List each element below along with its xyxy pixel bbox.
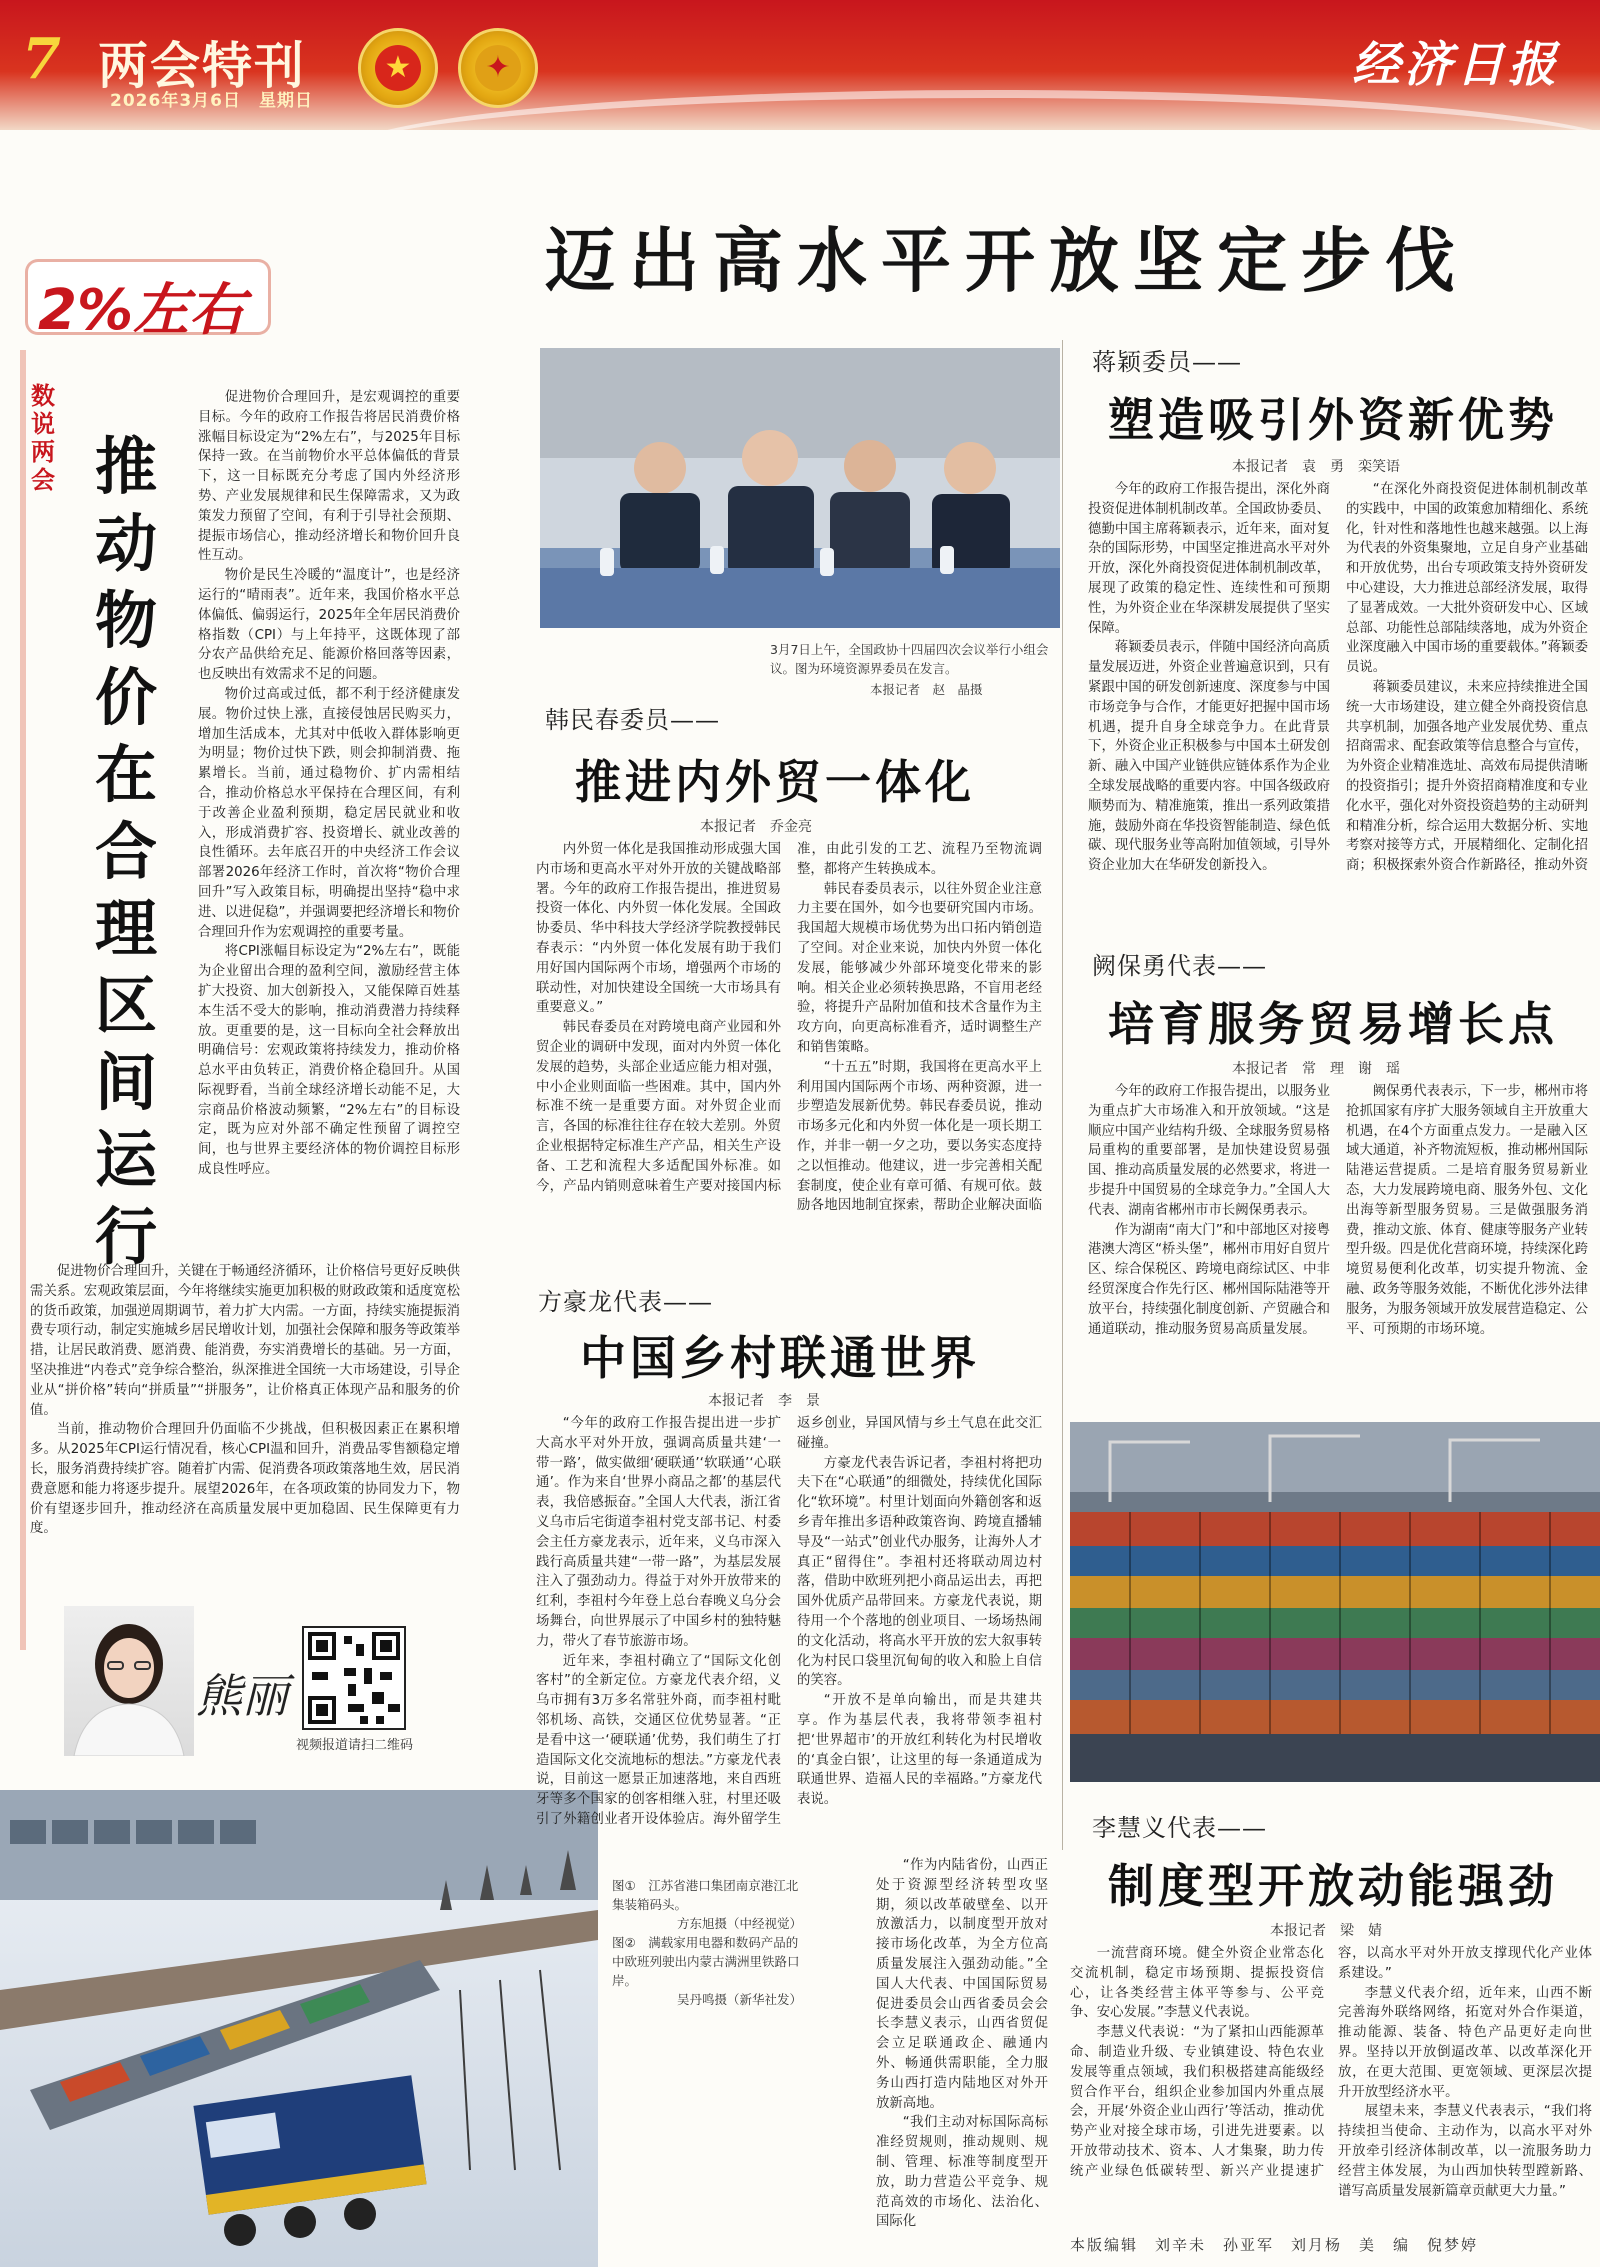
system-title: 制度型开放动能强劲 bbox=[1108, 1859, 1558, 1913]
fig1-credit: 方东旭摄（中经视觉） bbox=[676, 1916, 802, 1931]
village-article-body bbox=[536, 1414, 1042, 1834]
page-footer-editors: 本版编辑 刘辛未 孙亚军 刘月杨 美 编 倪梦婷 bbox=[1070, 2236, 1479, 2254]
qr-code-icon bbox=[304, 1628, 404, 1728]
services-article-body bbox=[1088, 1082, 1588, 1417]
photo-freight-train bbox=[0, 1790, 598, 2267]
system-para-3: 李慧义代表介绍，近年来，山西不断完善海外联络网络，拓宽对外合作渠道，推动能源、装备、特色产品更好走向世界。坚持以开放倒逼改革、以改革深化开放，在更大范围、更宽领域、更深层次提升开放型经济水平。 bbox=[1338, 1985, 1592, 2100]
trade-para-4: “十五五”时期，我国将在更高水平上利用国内国际两个市场、两种资源，进一步塑造发展新优势。韩民春委员说，推动市场多元化和内外贸一体化是一项长期工作，并非一朝一夕之功，要以务实态度持之以恒推动。他建议，进一步完善相关配套制度，使企业有章可循、有规可依。鼓励各地因地制宜探索，帮助企业解决面临 bbox=[797, 1059, 1042, 1214]
main-photo-caption: 3月7日上午，全国政协十四届四次会议举行小组会议。图为环境资源界委员在发言。 bbox=[770, 642, 1049, 676]
services-title: 培育服务贸易增长点 bbox=[1108, 997, 1558, 1051]
village-byline: 本报记者 李 景 bbox=[708, 1393, 820, 1409]
page-main-title: 迈出高水平开放坚定步伐 bbox=[545, 220, 1469, 302]
investment-para-1: 今年的政府工作报告提出，深化外商投资促进体制机制改革。全国政协委员、德勤中国主席蒋颖表示，近年来，面对复杂的国际形势，中国坚定推进高水平对外开放，深化外商投资促进体制机制改革，展现了政策的稳定性、连续性和可预期性，为外资企业在华深耕发展提供了坚实保障。 bbox=[1088, 482, 1330, 636]
trade-para-1: 内外贸一体化是我国推动形成强大国内市场和更高水平对外开放的关键战略部署。今年的政府工作报告提出，推进贸易投资一体化、内外贸一体化发展。全国政协委员、华中科技大学经济学院教授韩民春表示：“内外贸一体化发展有助于我们用好国内国际两个市场，增强两个市场的联动性，对加快建设全国统一大市场具有重要意义。” bbox=[536, 842, 781, 1016]
left-para-3: 物价过高或过低，都不利于经济健康发展。物价过快上涨，直接侵蚀居民购买力，增加生活成本，尤其对中低收入群体影响更为明显；物价过快下跌，则会抑制消费、拖累增长。当前，通过稳物价、扩内需相结合，推动价格总水平保持在合理区间，有利于改善企业盈利预期，稳定居民就业和收入，形成消费扩容、投资增长、就业改善的良性循环。去年底召开的中央经济工作会议部署2026年经济工作时，首次将“物价合理回升”写入政策目标，明确提出坚持“稳中求进、以进促稳”，并强调要把经济增长和物价合理回升作为宏观调控的重要考量。 bbox=[198, 686, 460, 940]
services-para-3: 阙保勇代表表示，下一步，郴州市将抢抓国家有序扩大服务领域自主开放重大机遇，在4个方面重点发力。一是融入区域大通道，补齐物流短板，推动郴州国际陆港运营提质。二是培育服务贸易新业态，大力发展跨境电商、服务外包、文化出海等新型服务贸易。三是做强服务消费，推动文旅、体育、健康等服务产业转型升级。四是优化营商环境，持续深化跨境贸易便利化改革，切实提升物流、金融、政务等服务效能，不断优化涉外法律服务，为服务领域开放发展营造稳定、公平、可预期的市场环境。 bbox=[1346, 1084, 1588, 1337]
fig2-credit: 吴丹鸣摄（新华社发） bbox=[676, 1992, 802, 2007]
column-name: 两会特刊 bbox=[98, 37, 306, 95]
cppcc-emblem-icon: ✦ bbox=[458, 28, 538, 108]
main-photo-credit: 本报记者 赵 晶摄 bbox=[870, 682, 983, 697]
investment-kicker: 蒋颖委员—— bbox=[1092, 348, 1242, 376]
village-para-4: “开放不是单向输出，而是共建共享。作为基层代表，我将带领李祖村把‘世界超市’的开放红利转化为村民增收的‘真金白银’，让这里的每一条通道成为联通世界、造福人民的幸福路。”方豪龙代表说。 bbox=[797, 1693, 1042, 1808]
system-para-4: 展望未来，李慧义代表表示，“我们将持续担当使命、主动作为，以高水平对外开放牵引经济体制改革，以一流服务助力经营主体发展，为山西加快转型蹚新路、谱写高质量发展新篇章贡献更大力量。” bbox=[1338, 2104, 1592, 2199]
system-byline: 本报记者 梁 婧 bbox=[1270, 1923, 1382, 1939]
qr-code[interactable] bbox=[302, 1626, 406, 1730]
system-cont-para-2: “我们主动对标国际高标准经贸规则，推动规则、规制、管理、标准等制度型开放，助力营造公平竞争、规范高效的市场化、法治化、国际化 bbox=[876, 2115, 1048, 2230]
stat-badge-value: 2%左右 bbox=[38, 278, 246, 343]
village-title: 中国乡村联通世界 bbox=[580, 1331, 980, 1385]
page-number: 7 bbox=[22, 26, 61, 92]
left-para-4: 将CPI涨幅目标设定为“2%左右”，既能为企业留出合理的盈利空间，激励经营主体扩大投资、加大创新投入，又能保障百姓基本生活不受大的影响，推动消费潜力持续释放。更重要的是，这一目标向全社会释放出明确信号：宏观政策将持续发力，推动价格总水平由负转正，消费价格企稳回升。从国际视野看，当前全球经济增长动能不足，大宗商品价格波动频繁，“2%左右”的目标设定，既为应对外部不确定性预留了调控空间，也与世界主要经济体的物价调控目标形成良性呼应。 bbox=[198, 944, 460, 1178]
village-para-2: 近年来，李祖村确立了“国际文化创客村”的全新定位。方豪龙代表介绍，义乌市拥有3万多名常驻外商，而李祖村毗邻机场、高铁，交通区位优势显著。“正是看中这一‘硬联通’优势，我们萌生了打造国际文化交流地标的想法。”方豪龙代表说，目前这一愿景正加速落地，来自西班牙等多个国家的创客相继入驻，村里还吸引了外籍创业者开设体验店。海外留学生返乡创业，异国风情与乡土气息在此交汇碰撞。 bbox=[536, 1416, 1042, 1827]
left-article-body-lower bbox=[30, 1262, 460, 1592]
services-kicker: 阙保勇代表—— bbox=[1092, 952, 1267, 980]
masthead-swoosh-decoration bbox=[340, 90, 1600, 130]
investment-byline: 本报记者 袁 勇 栾笑语 bbox=[1232, 459, 1400, 475]
trade-byline: 本报记者 乔金亮 bbox=[700, 819, 812, 835]
trade-para-2: 韩民春委员在对跨境电商产业园和外贸企业的调研中发现，面对内外贸一体化发展的趋势，头部企业适应能力相对强，中小企业则面临一些困难。其中，国内外标准不统一是重要方面。对外贸企业而言，各国的标准往往存在较大差别。外贸企业根据特定标准生产产品，相关生产设备、工艺和流程大多适配国外标准。如今，产品内销则意味着生产要对接国内标准，由此引发的工艺、流程乃至物流调整，都将产生转换成本。 bbox=[536, 842, 1042, 1194]
trade-article-body bbox=[536, 840, 1042, 1235]
system-article-continuation bbox=[876, 1856, 1048, 2256]
village-para-3: 方豪龙代表告诉记者，李祖村将把功夫下在“心联通”的细微处，持续优化国际化“软环境”。村里计划面向外籍创客和返乡青年推出多语种政策咨询、跨境直播辅导及“一站式”创业代办服务，让海外人才真正“留得住”。李祖村还将联动周边村落，借助中欧班列把小商品运出去，再把国外优质产品带回来。方豪龙代表说，期待用一个个落地的创业项目、一场场热闹的文化活动，将高水平开放的宏大叙事转化为村民口袋里沉甸甸的收入和脸上自信的笑容。 bbox=[797, 1455, 1042, 1689]
trade-para-3: 韩民春委员表示，以往外贸企业注意力主要在国外，如今也要研究国内市场。我国超大规模市场优势为出口拓内销创造了空间。对企业来说，加快内外贸一体化发展，能够减少外部环境变化带来的影响。相关企业必须转换思路，不盲用老经验，将提升产品附加值和技术含量作为主攻方向，向更高标准看齐，适时调整生产和销售策略。 bbox=[797, 881, 1042, 1055]
trade-kicker: 韩民春委员—— bbox=[545, 706, 720, 734]
left-para-2: 物价是民生冷暖的“温度计”，也是经济运行的“晴雨表”。近年来，我国价格水平总体偏低、偏弱运行，2025年全年居民消费价格指数（CPI）与上年持平，这既体现了部分农产品供给充足、能源价格回落等因素，也反映出有效需求不足的问题。 bbox=[198, 568, 460, 683]
left-article-body-upper bbox=[198, 388, 460, 1258]
system-para-1: 一流营商环境。健全外资企业常态化交流机制，稳定市场预期、提振投资信心，让各类经营主体平等参与、公平竞争、安心发展。”李慧义代表说。 bbox=[1070, 1946, 1324, 2021]
fig2-caption-text: 图② 满载家用电器和数码产品的中欧班列驶出内蒙古满洲里铁路口岸。 bbox=[612, 1935, 800, 1988]
issue-date: 2026年3月6日 星期日 bbox=[110, 91, 313, 111]
system-article-body bbox=[1070, 1944, 1592, 2222]
investment-article-body bbox=[1088, 480, 1588, 898]
fig1-caption-text: 图① 江苏省港口集团南京港江北集装箱码头。 bbox=[612, 1878, 799, 1912]
investment-para-2: 蒋颖委员表示，伴随中国经济向高质量发展迈进，外资企业普遍意识到，只有紧跟中国的研发创新速度、深度参与中国市场竞争与合作，才能更好把握中国市场机遇，提升自身全球竞争力。在此背景下，外资企业正积极参与中国本土研发创新、融入中国产业链供应链体系作为企业全球发展战略的重要内容。中国各级政府顺势而为、精准施策，推出一系列政策措施，鼓励外商在华投资智能制造、绿色低碳、现代服务业等高附加值领域，引导外资企业加大在华研发创新投入。 bbox=[1088, 640, 1330, 874]
trade-title: 推进内外贸一体化 bbox=[575, 755, 975, 809]
qr-caption: 视频报道请扫二维码 bbox=[296, 1738, 414, 1753]
services-byline: 本报记者 常 理 谢 瑶 bbox=[1232, 1061, 1400, 1077]
column-label: 数说两会 bbox=[31, 381, 55, 494]
photo-container-port bbox=[1070, 1422, 1600, 1782]
investment-para-4: 蒋颖委员建议，未来应持续推进全国统一大市场建设，建立健全外商投资信息共享机制，加强各地产业发展优势、重点招商需求、配套政策等信息整合与宣传，为外资企业精准选址、高效布局提供清晰的投资指引；提升外资招商精准度和专业化水平，强化对外资投资趋势的主动研判和精准分析，综合运用大数据分析、实地考察对接等方式，开展精细化、定制化招商；积极探索外资合作新路径，推动外资 bbox=[1346, 679, 1588, 874]
left-para-1: 促进物价合理回升，是宏观调控的重要目标。今年的政府工作报告将居民消费价格涨幅目标设定为“2%左右”，与2025年目标保持一致。在当前物价水平总体偏低的背景下，这一目标既充分考虑了国内外经济形势、产业发展规律和民生保障需求，又为政策发力预留了空间，有利于引导社会预期、提振市场信心，推动经济增长和物价回升良性互动。 bbox=[198, 390, 460, 564]
column-divider bbox=[1062, 340, 1063, 1850]
author-portrait bbox=[64, 1606, 194, 1756]
author-signature: 熊丽 bbox=[196, 1669, 288, 1723]
left-para-6: 当前，推动物价合理回升仍面临不少挑战，但积极因素正在累积增多。从2025年CPI运行情况看，核心CPI温和回升，消费品零售额稳定增长，服务消费持续扩容。随着扩内需、促消费各项政策落地生效，居民消费意愿和能力将逐步提升。展望2026年，在各项政策的协同发力下，物价有望逐步回升，推动经济在高质量发展中更加稳固、民生保障更有力度。 bbox=[30, 1422, 460, 1537]
left-decor-bar bbox=[20, 350, 26, 1650]
paper-name-logo: 经济日报 bbox=[1351, 37, 1560, 93]
services-para-2: 作为湖南“南大门”和中部地区对接粤港澳大湾区“桥头堡”，郴州市用好自贸片区、综合保税区、跨境电商综试区、中非经贸深度合作先行区、郴州国际陆港等开放平台，持续强化制度创新、产贸融合和通道联动，推动服务贸易高质量发展。 bbox=[1088, 1222, 1330, 1337]
masthead bbox=[0, 0, 1600, 130]
services-para-1: 今年的政府工作报告提出，以服务业为重点扩大市场准入和开放领域。“这是顺应中国产业结构升级、全球服务贸易格局重构的重要部署，是加快建设贸易强国、推动高质量发展的必然要求，将进一步提升中国贸易的全球竞争力。”全国人大代表、湖南省郴州市市长阙保勇表示。 bbox=[1088, 1084, 1330, 1218]
village-kicker: 方豪龙代表—— bbox=[538, 1288, 713, 1316]
photo-meeting bbox=[540, 348, 1060, 628]
system-kicker: 李慧义代表—— bbox=[1092, 1814, 1267, 1842]
left-article-title: 推动物价在合理区间运行 bbox=[94, 430, 157, 1273]
national-emblem-icon: ★ bbox=[358, 28, 438, 108]
village-para-1: “今年的政府工作报告提出进一步扩大高水平对外开放，强调高质量共建‘一带一路’，做实做细‘硬联通’‘软联通’‘心联通’。作为来自‘世界小商品之都’的基层代表，我倍感振奋。”全国人大代表，浙江省义乌市后宅街道李祖村党支部书记、村委会主任方豪龙表示，近年来，义乌市深入践行高质量共建“一带一路”，为基层发展注入了强劲动力。得益于对外开放带来的红利，李祖村今年登上总台春晚义乌分会场舞台，向世界展示了中国乡村的独特魅力，带火了春节旅游市场。 bbox=[536, 1416, 781, 1649]
system-cont-para-1: “作为内陆省份，山西正处于资源型经济转型攻坚期，须以改革破壁垒、以开放激活力，以制度型开放对接市场化改革，为全方位高质量发展注入强劲动能。”全国人大代表、中国国际贸易促进委员会山西省委员会会长李慧义表示，山西省贸促会立足联通政企、融通内外、畅通供需职能，全力服务山西打造内陆地区对外开放新高地。 bbox=[876, 1858, 1048, 2111]
investment-para-3: “在深化外商投资促进体制机制改革的实践中，中国的政策愈加精细化、系统化，针对性和落地性也越来越强。以上海为代表的外资集聚地，立足自身产业基础和开放优势，出台专项政策支持外资研发中心建设，大力推进总部经济发展，取得了显著成效。一大批外资研发中心、区域总部、功能性总部陆续落地，成为外资企业深度融入中国市场的重要载体。”蒋颖委员说。 bbox=[1346, 482, 1588, 676]
investment-title: 塑造吸引外资新优势 bbox=[1108, 393, 1558, 447]
system-para-2: 李慧义代表说：“为了紧扣山西能源革命、制造业升级、专业镇建设、特色农业发展等重点领域，我们积极搭建高能级经贸合作平台，组织企业参加国内外重点展会，开展‘外资企业山西行’等活动，推动优势产业对接全球市场，引进先进要素。以开放带动技术、资本、人才集聚，助力传统产业绿色低碳转型、新兴产业提速扩容，以高水平对外开放支撑现代化产业体系建设。” bbox=[1070, 1946, 1592, 2179]
fig1-caption bbox=[612, 1876, 802, 2009]
stat-badge bbox=[28, 262, 268, 343]
left-para-5: 促进物价合理回升，关键在于畅通经济循环，让价格信号更好反映供需关系。宏观政策层面，今年将继续实施更加积极的财政政策和适度宽松的货币政策，加强逆周期调节，着力扩大内需。一方面，持续实施提振消费专项行动，制定实施城乡居民增收计划，加强社会保障和服务等政策举措，让居民敢消费、愿消费、能消费，夯实消费增长的基础。另一方面，坚决推进“内卷式”竞争综合整治，纵深推进全国统一大市场建设，引导企业从“拼价格”转向“拼质量”“拼服务”，让价格真正体现产品和服务的价值。 bbox=[30, 1264, 460, 1418]
